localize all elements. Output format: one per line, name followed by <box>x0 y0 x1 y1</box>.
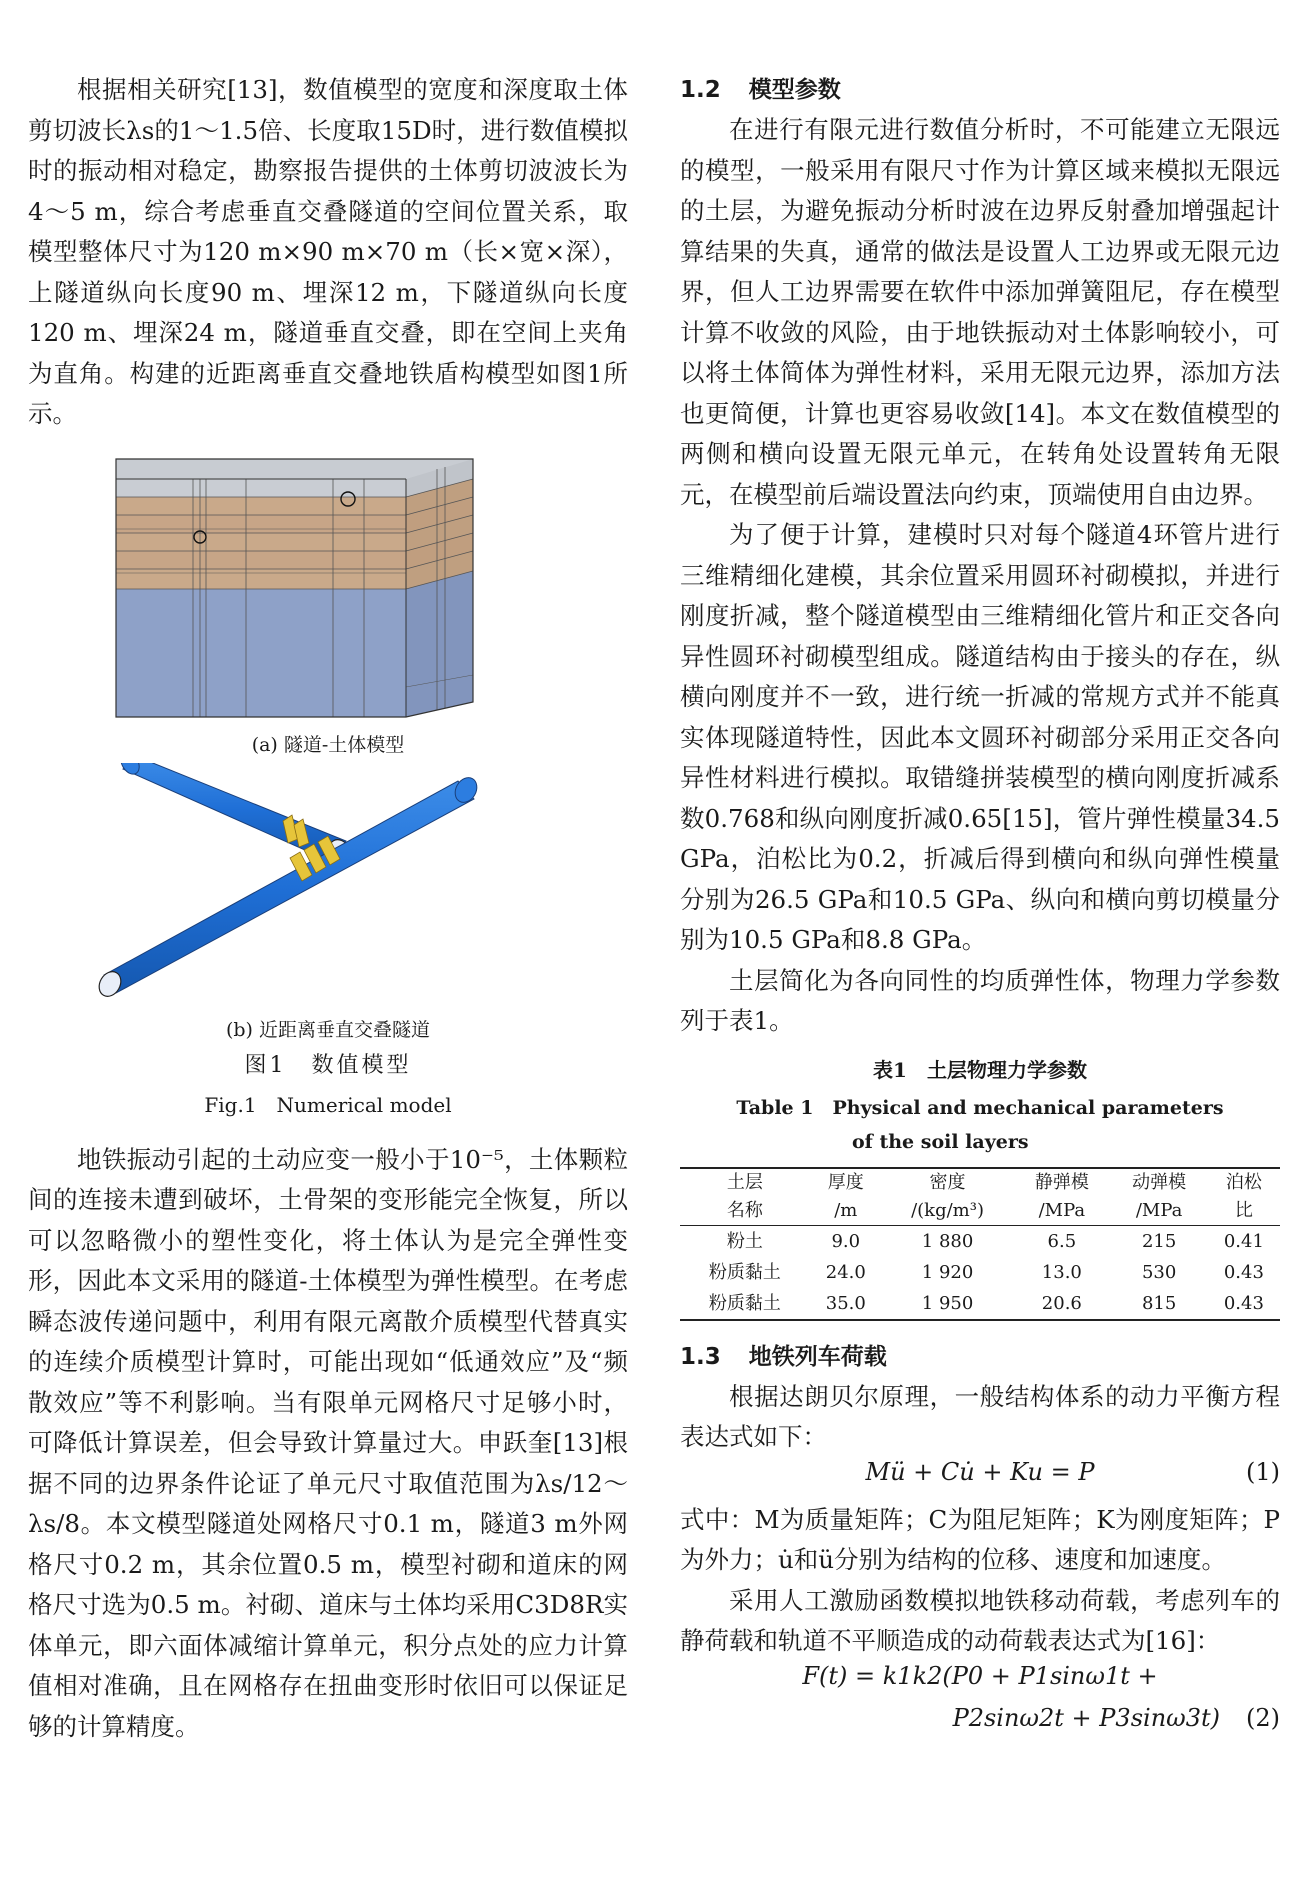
section-1-3-number: 1.3 <box>680 1343 721 1370</box>
equation-2-line-2-body: P2sinω2t + P3sinω3t) <box>952 1703 1220 1732</box>
table-header-cell: /(kg/m³) <box>882 1197 1013 1226</box>
table-header-cell: 比 <box>1208 1197 1280 1226</box>
table-cell: 20.6 <box>1013 1288 1110 1320</box>
table-header-cell: /m <box>810 1197 882 1226</box>
right-column <box>680 70 1280 1746</box>
equation-2-line-1 <box>680 1662 1280 1704</box>
left-column <box>28 70 628 1747</box>
table-header-cell: 静弹模 <box>1013 1168 1110 1197</box>
table-1-title-en-line2: of the soil layers <box>852 1130 1029 1153</box>
equation-2-number: (2) <box>1246 1703 1280 1732</box>
table-header-cell: 密度 <box>882 1168 1013 1197</box>
table-cell: 24.0 <box>825 1261 866 1283</box>
table-cell: 6.5 <box>1047 1230 1077 1252</box>
table-header-cell: 厚度 <box>810 1168 882 1197</box>
table-cell: 13.0 <box>1041 1261 1082 1283</box>
table-cell: 0.41 <box>1223 1230 1264 1252</box>
equation-1 <box>680 1458 1280 1500</box>
equation-1-number: (1) <box>1246 1457 1280 1486</box>
left-paragraph-2: 地铁振动引起的土动应变一般小于10⁻⁵，土体颗粒间的连接未遭到破坏，土骨架的变形能完全恢复，所以可以忽略微小的塑性变化，将土体认为是完全弹性变形，因此本文采用的隧道-土体模型为弹性模型。在考虑瞬态波传递问题中，利用有限元离散介质模型代替真实的连续介质模型计算时，可能出现如“低通效应”及“频散效应”等不利影响。当有限单元网格尺寸足够小时，可降低计算误差，但会导致计算量过大。申跃奎[13]根据不同的边界条件论证了单元尺寸取值范围为λs/12～λs/8。本文模型隧道处网格尺寸0.1 m，隧道3 m外网格尺寸0.2 m，其余位置0.5 m，模型衬砌和道床的网格尺寸选为0.5 m。衬砌、道床与土体均采用C3D8R实体单元，即六面体减缩计算单元，积分点处的应力计算值相对准确，且在网格存在扭曲变形时依旧可以保证足够的计算精度。 <box>28 1144 628 1741</box>
table-1 <box>680 1054 1280 1321</box>
section-1-3-heading <box>680 1337 1280 1377</box>
table-header-cell: /MPa <box>1110 1197 1207 1226</box>
left-paragraph-1: 根据相关研究[13]，数值模型的宽度和深度取土体剪切波长λs的1～1.5倍、长度取15D时，进行数值模拟时的振动相对稳定，勘察报告提供的土体剪切波波长为4～5 m，综合考虑垂直交叠隧道的空间位置关系，取模型整体尺寸为120 m×90 m×70 m（长×宽×深），上隧道纵向长度90 m、埋深12 m，下隧道纵向长度120 m、埋深24 m，隧道垂直交叠，即在空间上夹角为直角。构建的近距离垂直交叠地铁盾构模型如图1所示。 <box>28 75 628 428</box>
equation-2-line-2 <box>680 1704 1280 1746</box>
table-row <box>680 1288 1280 1320</box>
crossing-tunnels-image <box>28 763 628 1013</box>
right-paragraph-4: 根据达朗贝尔原理，一般结构体系的动力平衡方程表达式如下： <box>680 1381 1280 1451</box>
table-cell: 粉土 <box>726 1230 763 1252</box>
table-cell: 530 <box>1141 1261 1177 1283</box>
table-cell: 815 <box>1110 1288 1207 1320</box>
figure-1a-caption: (a) 隧道-土体模型 <box>251 733 405 756</box>
table-1-title-en-line1: Table 1 Physical and mechanical parameters <box>736 1096 1224 1119</box>
figure-1b-caption: (b) 近距离垂直交叠隧道 <box>225 1018 431 1041</box>
table-header-cell: 泊松 <box>1208 1168 1280 1197</box>
table-cell: 粉质黏土 <box>680 1288 810 1320</box>
table-cell: 9.0 <box>831 1230 861 1252</box>
table-cell: 215 <box>1141 1230 1177 1252</box>
table-header-cell: /MPa <box>1013 1197 1110 1226</box>
table-cell: 粉质黏土 <box>708 1261 781 1283</box>
table-row <box>680 1257 1280 1288</box>
table-cell: 0.43 <box>1208 1288 1280 1320</box>
table-1-title: 表1 土层物理力学参数 <box>873 1057 1087 1082</box>
table-row <box>680 1225 1280 1257</box>
table-cell: 0.43 <box>1223 1261 1264 1283</box>
right-paragraph-3: 土层简化为各向同性的均质弹性体，物理力学参数列于表1。 <box>680 965 1280 1035</box>
equation-1-body: Mü + Cu̇ + Ku = P <box>865 1457 1095 1486</box>
equation-2-line-1-body: F(t) = k1k2(P0 + P1sinω1t + <box>802 1661 1158 1690</box>
right-paragraph-5: 式中：M为质量矩阵；C为阻尼矩阵；K为刚度矩阵；P为外力；u̇和ü分别为结构的位移、速度和加速度。 <box>680 1504 1280 1574</box>
table-cell: 35.0 <box>810 1288 882 1320</box>
table-cell: 1 950 <box>882 1288 1013 1320</box>
right-paragraph-6: 采用人工激励函数模拟地铁移动荷载，考虑列车的静荷载和轨道不平顺造成的动荷载表达式为[16]： <box>680 1585 1280 1655</box>
figure-1-title: 图1 数值模型 <box>244 1052 412 1078</box>
section-1-2-heading <box>680 70 1280 110</box>
section-1-2-number: 1.2 <box>680 77 721 103</box>
table-header-cell: 名称 <box>680 1197 810 1226</box>
right-paragraph-2: 为了便于计算，建模时只对每个隧道4环管片进行三维精细化建模，其余位置采用圆环衬砌模拟，并进行刚度折减，整个隧道模型由三维精细化管片和正交各向异性圆环衬砌模型组成。隧道结构由于接头的存在，纵横向刚度并不一致，进行统一折减的常规方式并不能真实体现隧道特性，因此本文圆环衬砌部分采用正交各向异性材料进行模拟。取错缝拼装模型的横向刚度折减系数0.768和纵向刚度折减0.65[15]，管片弹性模量34.5 GPa，泊松比为0.2，折减后得到横向和纵向弹性模量分别为26.5 GPa和10.5 GPa、纵向和横向剪切模量分别为10.5 GPa和8.8 GPa。 <box>680 520 1280 954</box>
tunnel-soil-model-image <box>28 457 628 732</box>
figure-1-title-en: Fig.1 Numerical model <box>204 1092 452 1117</box>
right-paragraph-1: 在进行有限元进行数值分析时，不可能建立无限远的模型，一般采用有限尺寸作为计算区域来模拟无限远的土层，为避免振动分析时波在边界反射叠加增强起计算结果的失真，通常的做法是设置人工边界或无限元边界，但人工边界需要在软件中添加弹簧阻尼，存在模型计算不收敛的风险，由于地铁振动对土体影响较小，可以将土体简体为弹性材料，采用无限元边界，添加方法也更简便，计算也更容易收敛[14]。本文在数值模型的两侧和横向设置无限元单元，在转角处设置转角无限元，在模型前后端设置法向约束，顶端使用自由边界。 <box>680 115 1280 509</box>
table-header-cell: 动弹模 <box>1110 1168 1207 1197</box>
table-cell: 1 920 <box>921 1261 974 1283</box>
section-1-3-title: 地铁列车荷载 <box>748 1343 887 1370</box>
figure-1 <box>28 457 628 1118</box>
section-1-2-title: 模型参数 <box>748 77 841 103</box>
table-cell: 1 880 <box>921 1230 974 1252</box>
table-header-cell: 土层 <box>680 1168 810 1197</box>
soil-parameters-table <box>680 1167 1280 1321</box>
